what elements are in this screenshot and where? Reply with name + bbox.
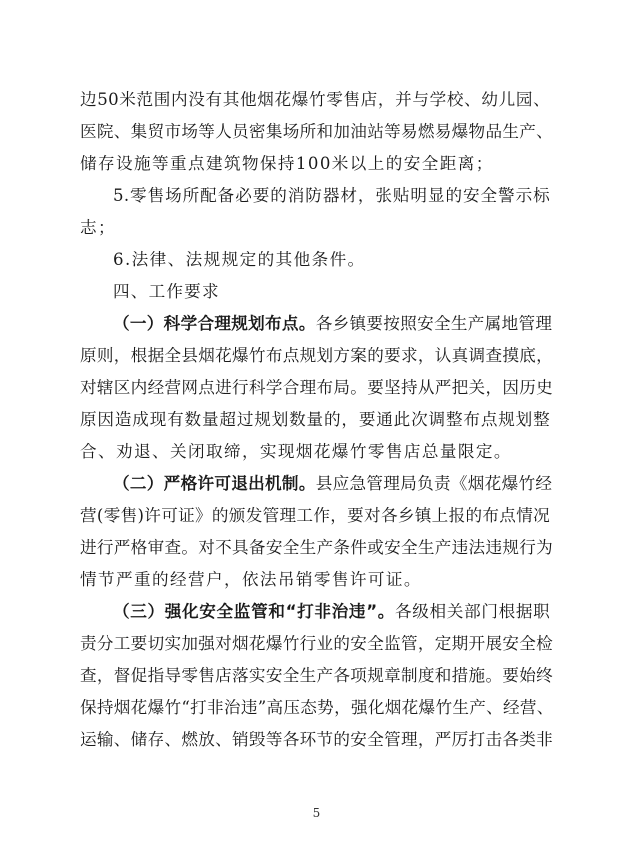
- paragraph-line: 对辖区内经营网点进行科学合理布局。要坚持从严把关，因历史: [80, 378, 554, 397]
- paragraph-line: 查，督促指导零售店落实安全生产各项规章制度和措施。要始终: [80, 666, 554, 685]
- paragraph-line: 原因造成现有数量超过规划数量的，要通此次调整布点规划整: [80, 410, 550, 429]
- item-title: （三）强化安全监管和“打非治违”。: [113, 602, 396, 621]
- item-text: 县应急管理局负责《烟花爆竹经: [315, 474, 553, 493]
- paragraph-line: 营(零售)许可证》的颁发管理工作，要对各乡镇上报的布点情况: [80, 506, 550, 525]
- paragraph-line: 医院、集贸市场等人员密集场所和加油站等易燃易爆物品生产、: [80, 122, 554, 141]
- item-title: （二）严格许可退出机制。: [113, 474, 316, 493]
- item-title: （一）科学合理规划布点。: [113, 314, 316, 333]
- page-number: 5: [312, 806, 321, 820]
- paragraph-line: 原则，根据全县烟花爆竹布点规划方案的要求，认真调查摸底，: [80, 346, 554, 365]
- paragraph-line: 6.法律、法规规定的其他条件。: [113, 250, 366, 269]
- paragraph-line: 5.零售场所配备必要的消防器材，张贴明显的安全警示标: [113, 186, 550, 205]
- paragraph-line: [113, 308, 553, 340]
- paragraph-line: 志；: [80, 218, 116, 237]
- section-heading: 四、工作要求: [113, 282, 220, 301]
- paragraph-line: 合、劝退、关闭取缔，实现烟花爆竹零售店总量限定。: [80, 442, 512, 461]
- paragraph-line: [113, 596, 550, 628]
- paragraph-line: 储存设施等重点建筑物保持100米以上的安全距离；: [80, 154, 494, 173]
- paragraph-line: 运输、储存、燃放、销毁等各环节的安全管理，严厉打击各类非: [80, 730, 554, 749]
- item-text: 各乡镇要按照安全生产属地管理: [315, 314, 553, 333]
- paragraph-line: [113, 468, 553, 500]
- item-text: 各级相关部门根据职: [395, 602, 550, 621]
- paragraph-line: 边50米范围内没有其他烟花爆竹零售店，并与学校、幼儿园、: [80, 90, 550, 109]
- paragraph-line: 进行严格审查。对不具备安全生产条件或安全生产违法违规行为: [80, 538, 554, 557]
- paragraph-line: 情节严重的经营户，依法吊销零售许可证。: [80, 570, 422, 589]
- paragraph-line: 责分工要切实加强对烟花爆竹行业的安全监管，定期开展安全检: [80, 634, 554, 653]
- paragraph-line: 保持烟花爆竹“打非治违”高压态势，强化烟花爆竹生产、经营、: [80, 698, 554, 717]
